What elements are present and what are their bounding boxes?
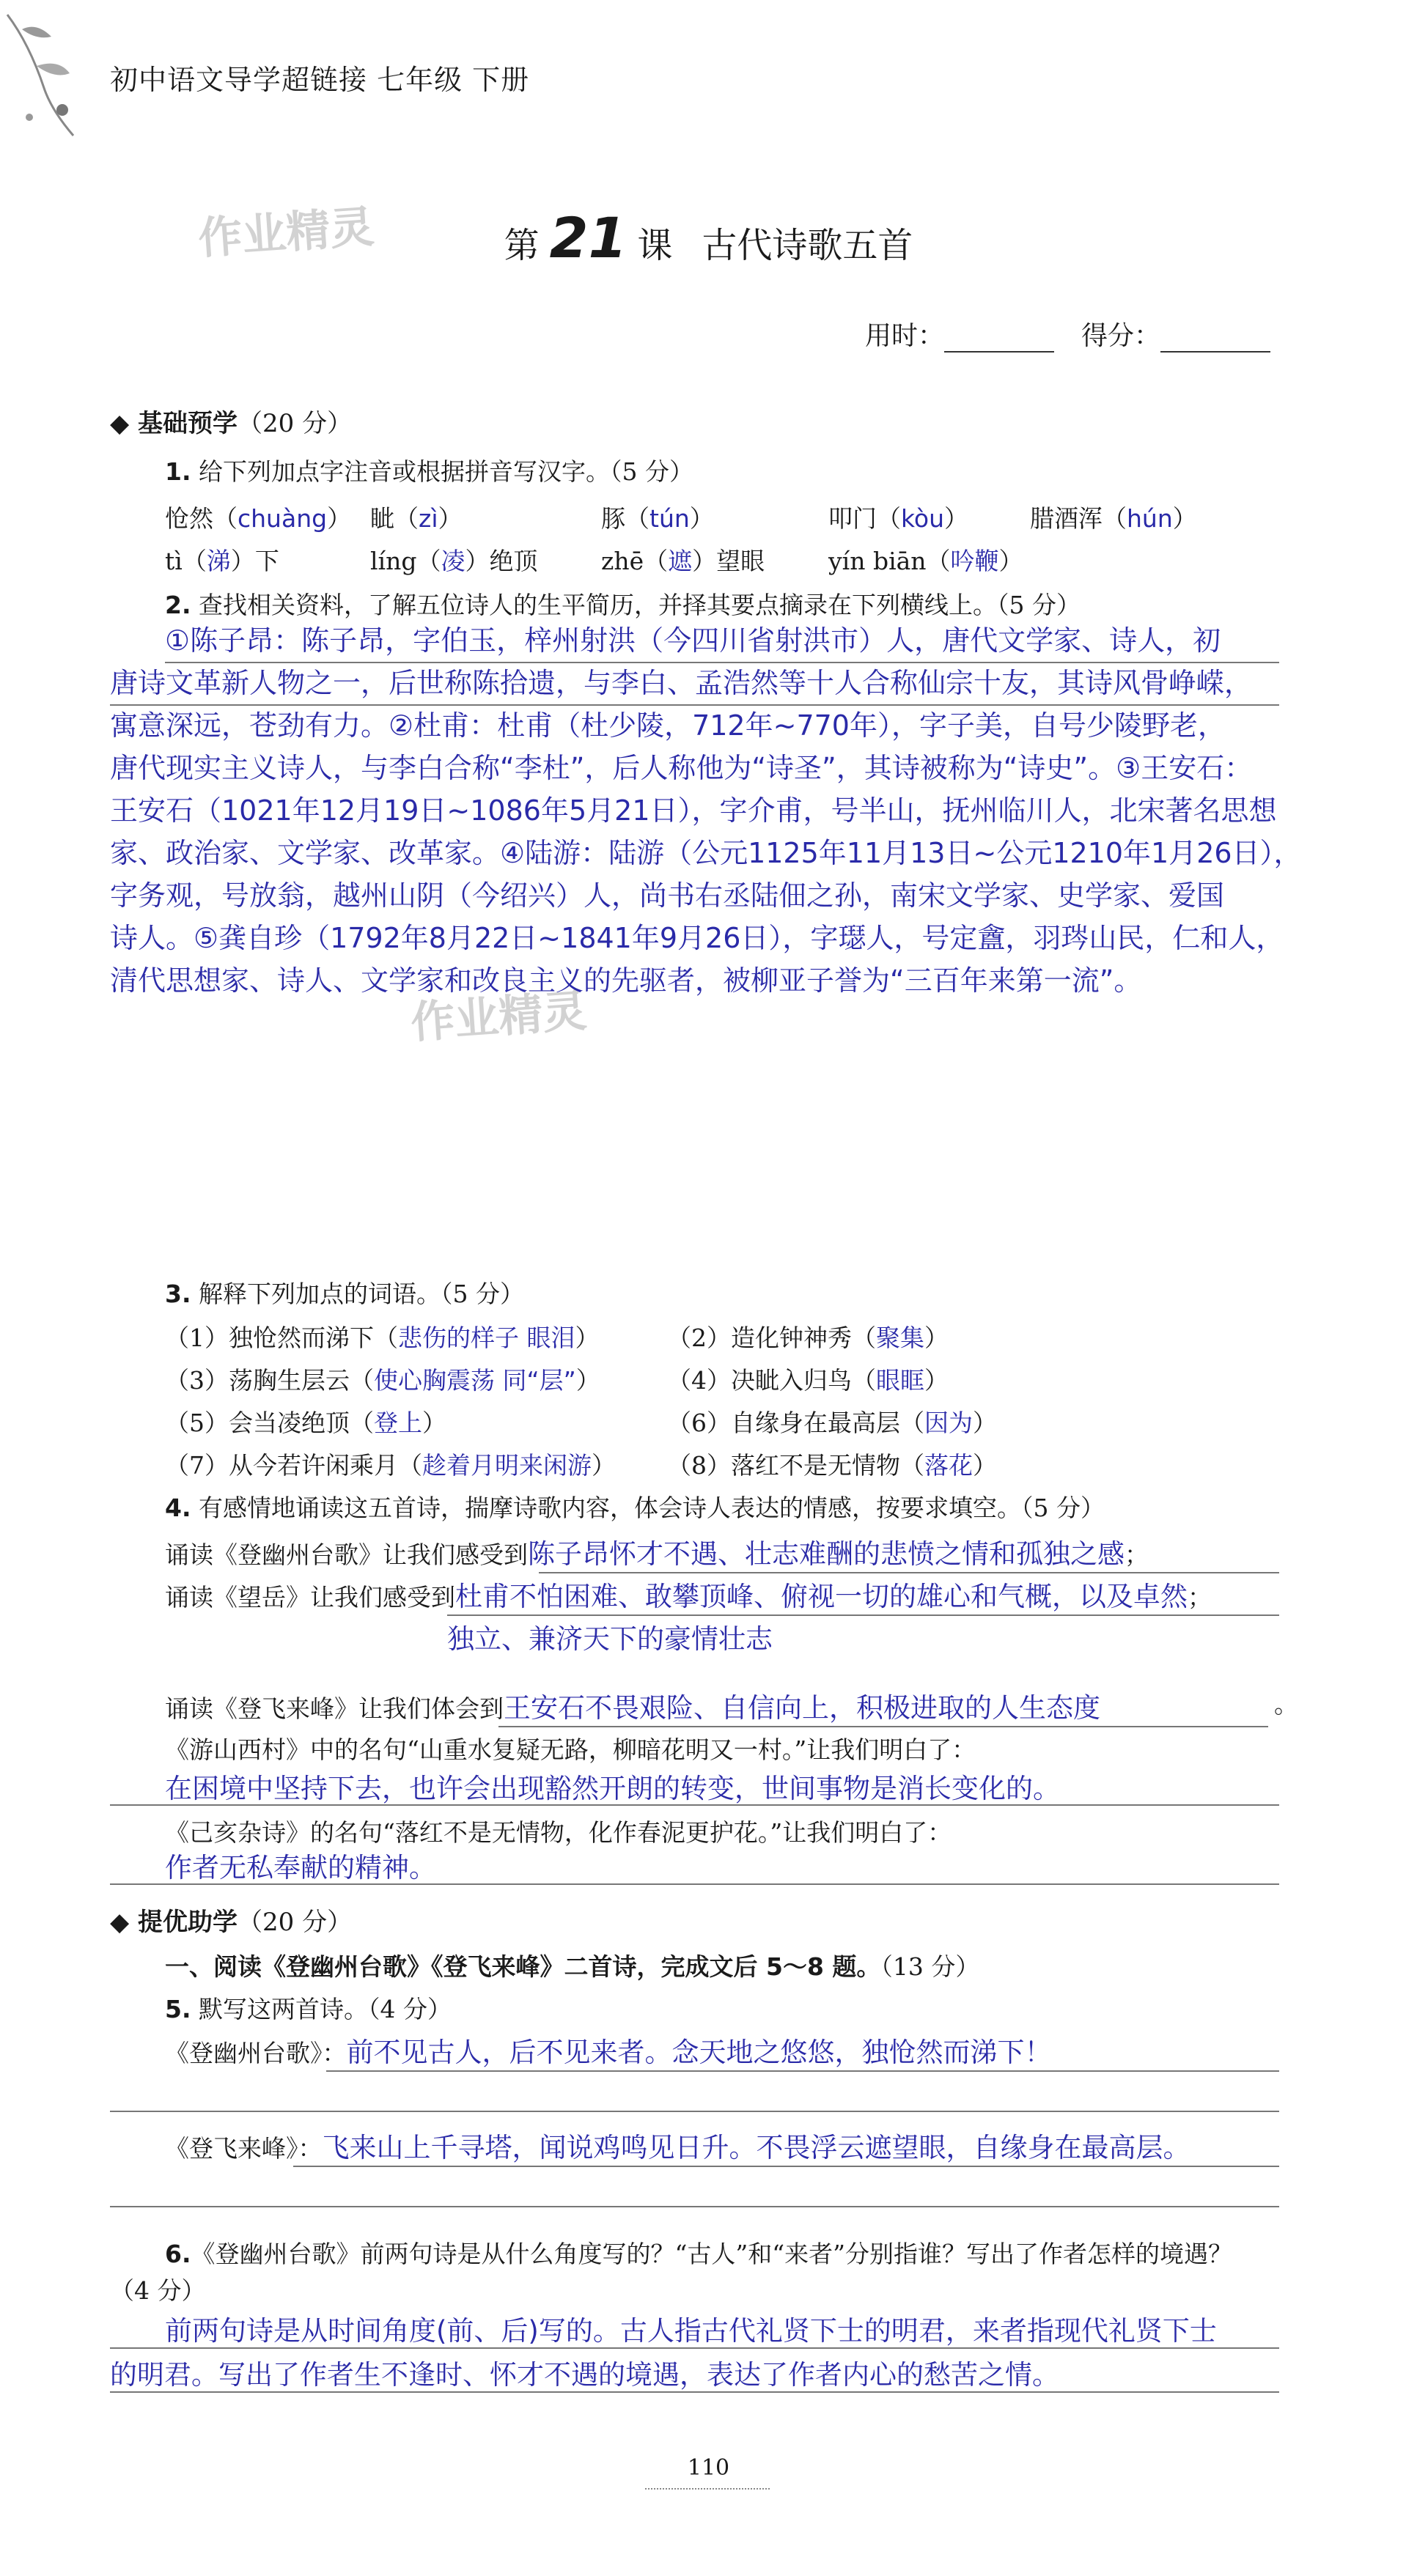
q5-a: 《登幽州台歌》：前不见古人，后不见来者。念天地之悠悠，独怆然而涕下！ [165,2037,1052,2068]
reading-heading: 一、阅读《登幽州台歌》《登飞来峰》二首诗，完成文后 5～8 题。（13 分） [165,1952,980,1981]
answer-line [110,2111,1279,2112]
answer-line [110,1804,1279,1806]
answer-line [447,1614,1279,1616]
q6-points: （4 分） [110,2276,206,2305]
q6-answer-line2: 的明君。写出了作者生不逢时、怀才不遇的境遇，表达了作者内心的愁苦之情。 [110,2359,1059,2391]
q1-item: 豚（tún） [601,504,714,533]
book-header: 初中语文导学超链接 七年级 下册 [110,64,530,96]
q3-item-7: （7）从今若许闲乘月（趁着月明来闲游） [165,1451,616,1480]
q3-item-1: （1）独怆然而涕下（悲伤的样子 眼泪） [165,1324,600,1352]
lesson-title: 第 21 课 古代诗歌五首 [504,205,913,270]
answer-line [293,2166,1279,2167]
score-field: 得分： [1081,315,1270,353]
score-blank[interactable] [1160,325,1270,353]
q1-item: líng（凌）绝顶 [370,547,538,575]
answer-line [539,1572,1279,1573]
q4-e-answer: 作者无私奉献的精神。 [165,1852,436,1883]
question-4: 4. 有感情地诵读这五首诗，揣摩诗歌内容，体会诗人表达的情感，按要求填空。（5 分） [165,1494,1105,1522]
question-2: 2. 查找相关资料，了解五位诗人的生平简历，并择其要点摘录在下列横线上。（5 分） [165,591,1081,619]
q4-d-answer: 在困境中坚持下去，也许会出现豁然开朗的转变，世间事物是消长变化的。 [165,1773,1060,1804]
corner-decoration [0,0,88,147]
lesson-number: 21 [549,205,627,270]
diamond-icon: ◆ [110,1908,130,1937]
answer-line [110,1883,1279,1885]
q4-a: 诵读《登幽州台歌》让我们感受到陈子昂怀才不遇、壮志难酬的悲愤之情和孤独之感； [165,1538,1149,1570]
q3-item-6: （6）自缘身在最高层（因为） [667,1409,997,1437]
lesson-name: 古代诗歌五首 [702,225,913,266]
question-5: 5. 默写这两首诗。（4 分） [165,1995,452,2023]
q1-item: zhē（遮）望眼 [601,547,765,575]
q4-e: 《己亥杂诗》的名句“落红不是无情物，化作春泥更护花。”让我们明白了： [165,1818,952,1847]
q3-item-2: （2）造化钟神秀（聚集） [667,1324,949,1352]
answer-line [110,704,1279,706]
q1-item: 腊酒浑（hún） [1030,504,1197,533]
q1-item: yín biān（吟鞭） [828,547,1023,575]
section-basic: ◆ 基础预学（20 分） [110,409,353,438]
question-6: 6.《登幽州台歌》前两句诗是从什么角度写的？“古人”和“来者”分别指谁？写出了作者怎样的境遇？ [165,2240,1232,2268]
page-number: 110 [687,2455,730,2481]
q3-item-3: （3）荡胸生层云（使心胸震荡 同“层”） [165,1366,600,1395]
answer-line [165,662,1279,663]
answer-line [498,1726,1268,1727]
q3-item-8: （8）落红不是无情物（落花） [667,1451,997,1480]
q6-answer-line1: 前两句诗是从时间角度(前、后)写的。古人指古代礼贤下士的明君，来者指现代礼贤下士 [165,2315,1217,2347]
page-number-divider [645,2488,770,2490]
q4-c: 诵读《登飞来峰》让我们体会到王安石不畏艰险、自信向上，积极进取的人生态度 [165,1692,1100,1724]
q5-b: 《登飞来峰》：飞来山上千寻塔，闻说鸡鸣见日升。不畏浮云遮望眼，自缘身在最高层。 [165,2132,1190,2163]
answer-line [110,2206,1279,2207]
diamond-icon: ◆ [110,409,130,438]
q1-item: 怆然（chuàng） [165,504,352,533]
question-3: 3. 解释下列加点的词语。（5 分） [165,1280,524,1308]
answer-line [110,2347,1279,2349]
q3-item-5: （5）会当凌绝顶（登上） [165,1409,446,1437]
answer-line [110,2391,1279,2393]
answer-line [326,2070,1279,2072]
q1-item: 叩门（kòu） [828,504,969,533]
time-field: 用时： [865,315,1054,353]
watermark: 作业精灵 [196,201,376,265]
time-blank[interactable] [944,325,1054,353]
q4-b-cont: 独立、兼济天下的豪情壮志 [447,1623,773,1655]
watermark: 作业精灵 [409,985,589,1049]
q2-answer: ①陈子昂：陈子昂，字伯玉，梓州射洪（今四川省射洪市）人，唐代文学家、诗人，初 唐诗文革新人物之一，后世称陈拾遗，与李白、孟浩然等十人合称仙宗十友，其诗风骨峥嵘， 寓意深远，苍劲有力。②杜甫：杜甫（杜少陵，712年~770年），字子美，自号少陵野老， 唐代现实主义诗人，与李白合称“李杜”，后人称他为“诗圣”，其诗被称为“诗史”。③王安石： 王安石（1021年12月19日~1086年5月21日），字介甫，号半山，抚州临川人，北宋著名思想 家、政治家、文学家、改革家。④陆游：陆游（公元1125年11月13日~公元1210年1月26日）， 字务观，号放翁，越州山阴（今绍兴）人，尚书右丞陆佃之孙，南宋文学家、史学家、爱国 诗人。⑤龚自珍（1792年8月22日~1841年9月26日），字璱人，号定盦，羽琌山民，仁和人， 清代思想家、诗人、文学家和改良主义的先驱者，被柳亚子誉为“三百年来第一流”。 [110,624,1302,997]
section-advanced: ◆ 提优助学（20 分） [110,1908,353,1937]
q4-d: 《游山西村》中的名句“山重水复疑无路，柳暗花明又一村。”让我们明白了： [165,1735,976,1764]
q1-item: 眦（zì） [370,504,463,533]
q1-item: tì（涕）下 [165,547,279,575]
question-1: 1. 给下列加点字注音或根据拼音写汉字。（5 分） [165,457,693,486]
q3-item-4: （4）决眦入归鸟（眼眶） [667,1366,949,1395]
q4-b: 诵读《望岳》让我们感受到杜甫不怕困难、敢攀顶峰、俯视一切的雄心和气概，以及卓然； [165,1581,1212,1612]
